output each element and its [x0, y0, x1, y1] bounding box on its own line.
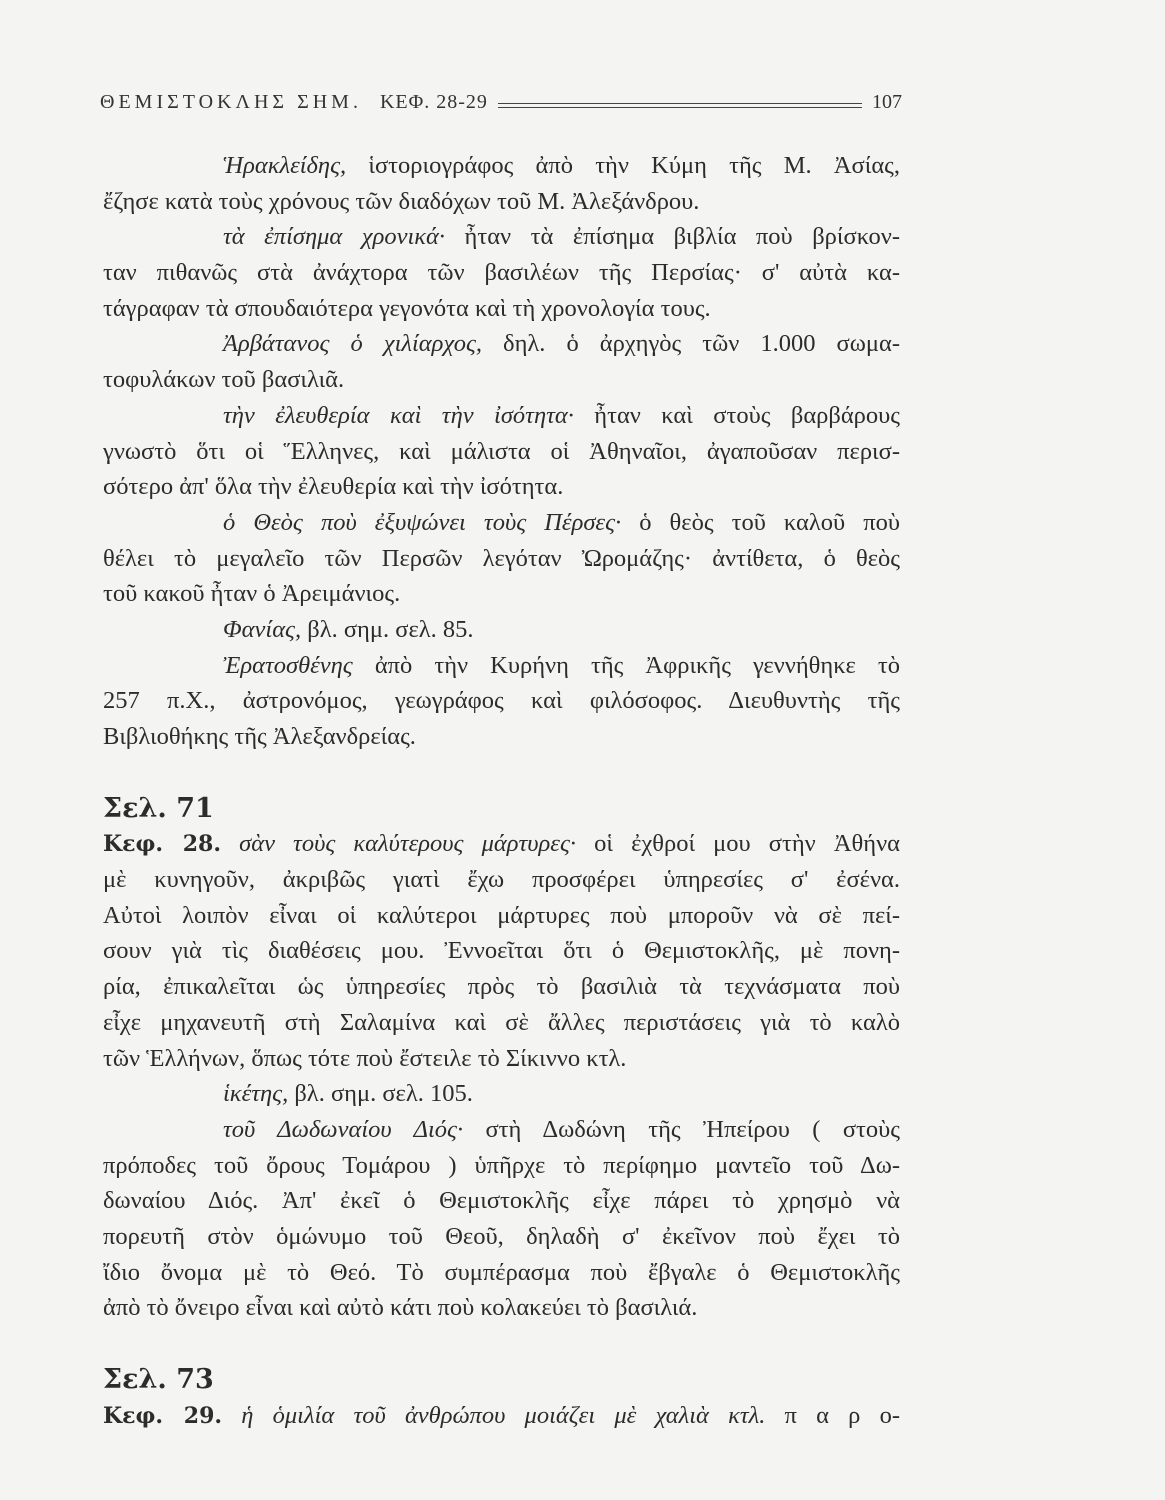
term: τοῦ Δωδωναίου Διός·	[223, 1115, 464, 1143]
text-line: σουν γιὰ τὶς διαθέσεις μου. Ἐννοεῖται ὅτι ὁ Θεμιστοκλῆς, μὲ πονη-	[103, 937, 900, 965]
text-line: Ἀρβάτανος ὁ χιλίαρχος, δηλ. ὁ ἀρχηγὸς τῶν 1.000 σωμα-	[223, 330, 901, 358]
text-line: Κεφ. 29. ἡ ὁμιλία τοῦ ἀνθρώπου μοιάζει μὲ χαλιὰ κτλ. π α ρ ο-	[103, 1401, 901, 1429]
term: ὁ Θεὸς ποὺ ἐξυψώνει τοὺς Πέρσες·	[223, 508, 622, 536]
text-line: ταν πιθανῶς στὰ ἀνάχτορα τῶν βασιλέων τῆς Περσίας· σ' αὐτὰ κα-	[103, 259, 900, 287]
header-title: ΘΕΜΙΣΤΟΚΛΗΣ ΣΗΜ.	[100, 91, 362, 113]
text-line: θέλει τὸ μεγαλεῖο τῶν Περσῶν λεγόταν Ὠρομάζης· ἀντίθετα, ὁ θεὸς	[103, 544, 900, 572]
text-line: τῶν Ἑλλήνων, ὅπως τότε ποὺ ἔστειλε τὸ Σίκιννο κτλ.	[103, 1044, 627, 1072]
term: Φανίας,	[223, 615, 302, 643]
running-header	[100, 82, 902, 114]
term: Ἡρακλείδης,	[223, 152, 347, 179]
text-line: 257 π.Χ., ἀστρονόμος, γεωγράφος καὶ φιλόσοφος. Διευθυντὴς τῆς	[103, 687, 900, 715]
page-number: 107	[872, 91, 902, 113]
chapter-label: Κεφ. 28.	[103, 831, 221, 858]
text-line: τοῦ Δωδωναίου Διός· στὴ Δωδώνη τῆς Ἠπείρου ( στοὺς	[223, 1115, 900, 1143]
text-line: πρόποδες τοῦ ὄρους Τομάρου ) ὑπῆρχε τὸ περίφημο μαντεῖο τοῦ Δω-	[103, 1151, 900, 1179]
text-line: τοῦ κακοῦ ἦταν ὁ Ἀρειμάνιος.	[103, 580, 401, 608]
header-chapter: ΚΕΦ. 28-29	[379, 91, 488, 113]
text-line: ἴδιο ὄνομα μὲ τὸ Θεό. Τὸ συμπέρασμα ποὺ ἔβγαλε ὁ Θεμιστοκλῆς	[103, 1258, 900, 1286]
text-line: Ἡρακλείδης, ἱστοριογράφος ἀπὸ τὴν Κύμη τῆς Μ. Ἀσίας,	[223, 152, 900, 179]
text-line: μὲ κυνηγοῦν, ἀκριβῶς γιατὶ ἔχω προσφέρει ὑπηρεσίες σ' ἐσένα.	[103, 866, 900, 894]
text-line: τάγραφαν τὰ σπουδαιότερα γεγονότα καὶ τὴ χρονολογία τους.	[103, 294, 711, 322]
term: τὴν ἐλευθερία καὶ τὴν ἰσότητα·	[223, 401, 574, 429]
term: σὰν τοὺς καλύτερους μάρτυρες·	[239, 830, 577, 858]
page-body	[103, 148, 900, 1433]
text-line: Ἐρατοσθένης ἀπὸ τὴν Κυρήνη τῆς Ἀφρικῆς γεννήθηκε τὸ	[223, 651, 900, 679]
text-line: εἶχε μηχανευτῆ στὴ Σαλαμίνα καὶ σὲ ἄλλες περιστάσεις γιὰ τὸ καλὸ	[103, 1008, 900, 1036]
section-heading: Σελ. 73	[103, 1364, 214, 1395]
term: Ἀρβάτανος ὁ χιλίαρχος,	[223, 330, 483, 358]
term: ἡ ὁμιλία τοῦ ἀνθρώπου μοιάζει μὲ χαλιὰ κτλ.	[241, 1401, 766, 1429]
section-heading: Σελ. 71	[103, 792, 214, 824]
text-line: Φανίας, βλ. σημ. σελ. 85.	[223, 615, 474, 643]
text-line: τὰ ἐπίσημα χρονικά· ἦταν τὰ ἐπίσημα βιβλία ποὺ βρίσκον-	[223, 223, 900, 251]
term: τὰ ἐπίσημα χρονικά·	[223, 223, 446, 251]
text-line: πορευτῆ στὸν ὁμώνυμο τοῦ Θεοῦ, δηλαδὴ σ' ἐκεῖνον ποὺ ἔχει τὸ	[103, 1222, 900, 1250]
text-line: Κεφ. 28. σὰν τοὺς καλύτερους μάρτυρες· οἱ ἐχθροί μου στὴν Ἀθήνα	[103, 830, 901, 858]
text-line: δωναίου Διός. Ἀπ' ἐκεῖ ὁ Θεμιστοκλῆς εἶχε πάρει τὸ χρησμὸ νὰ	[103, 1187, 900, 1215]
text-line: ἔζησε κατὰ τοὺς χρόνους τῶν διαδόχων τοῦ Μ. Ἀλεξάνδρου.	[103, 187, 700, 215]
header-rule	[498, 103, 862, 108]
text-line: ὁ Θεὸς ποὺ ἐξυψώνει τοὺς Πέρσες· ὁ θεὸς τοῦ καλοῦ ποὺ	[223, 508, 900, 536]
term: Ἐρατοσθένης	[223, 651, 353, 679]
text-line: Αὐτοὶ λοιπὸν εἶναι οἱ καλύτεροι μάρτυρες ποὺ μποροῦν νὰ σὲ πεί-	[103, 901, 900, 929]
text-line: ἀπὸ τὸ ὄνειρο εἶναι καὶ αὐτὸ κάτι ποὺ κολακεύει τὸ βασιλιά.	[103, 1294, 698, 1322]
text-line: ρία, ἐπικαλεῖται ὡς ὑπηρεσίες πρὸς τὸ βασιλιὰ τὰ τεχνάσματα ποὺ	[103, 973, 900, 1001]
text-line: ἱκέτης, βλ. σημ. σελ. 105.	[223, 1080, 473, 1108]
term: ἱκέτης,	[223, 1080, 289, 1108]
text-line: σότερο ἀπ' ὅλα τὴν ἐλευθερία καὶ τὴν ἰσότητα.	[103, 473, 564, 501]
chapter-label: Κεφ. 29.	[103, 1402, 223, 1429]
text-line: τοφυλάκων τοῦ βασιλιᾶ.	[103, 366, 345, 394]
text-line: τὴν ἐλευθερία καὶ τὴν ἰσότητα· ἦταν καὶ στοὺς βαρβάρους	[223, 401, 900, 429]
text-line: γνωστὸ ὅτι οἱ Ἕλληνες, καὶ μάλιστα οἱ Ἀθηναῖοι, ἀγαποῦσαν περισ-	[103, 437, 900, 465]
spacer	[103, 755, 900, 791]
spacer	[103, 1326, 900, 1362]
text-line: Βιβλιοθήκης τῆς Ἀλεξανδρείας.	[103, 723, 416, 750]
